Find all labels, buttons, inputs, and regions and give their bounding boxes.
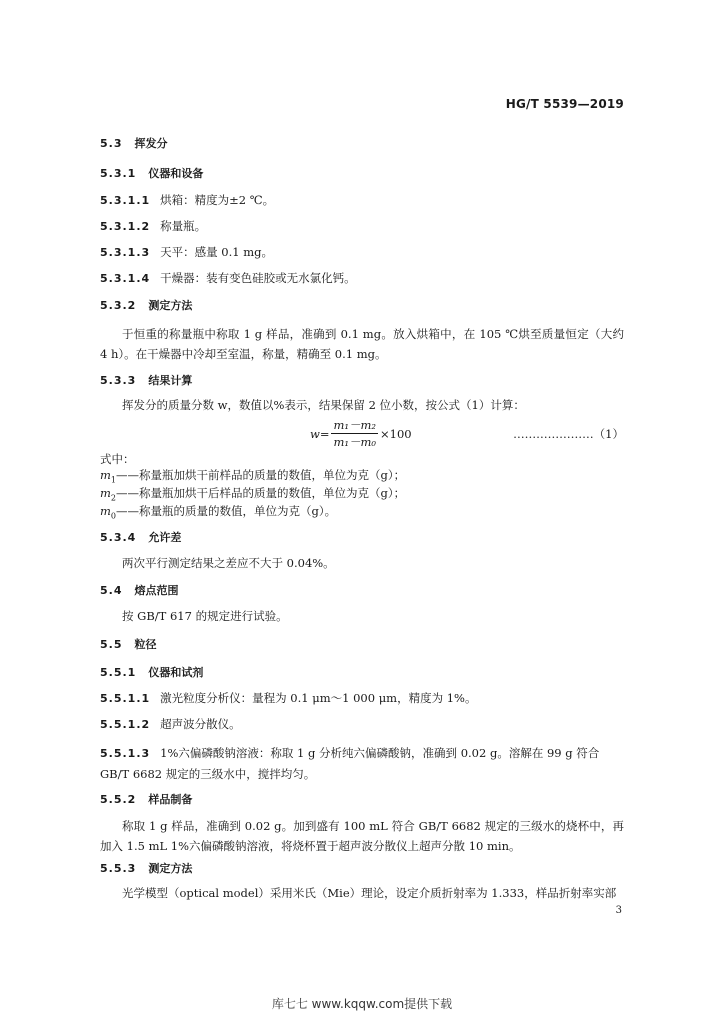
heading-title: 测定方法 xyxy=(148,862,193,875)
def-subscript: 2 xyxy=(110,493,116,503)
clause-5-3-1-4 xyxy=(100,271,624,286)
heading-number: 5.5 xyxy=(100,638,123,651)
heading-number: 5.3.2 xyxy=(100,299,137,312)
def-text: ——称量瓶的质量的数值，单位为克（g）。 xyxy=(116,504,337,518)
heading-number: 5.3.3 xyxy=(100,374,137,387)
paragraph-5-4: 按 GB/T 617 的规定进行试验。 xyxy=(122,609,288,623)
heading-5-4 xyxy=(100,583,624,598)
paragraph-5-3-2: 于恒重的称量瓶中称取 1 g 样品，准确到 0.1 mg。放入烘箱中，在 105 ℃烘至质量恒定（大约 4 h）。在干燥器中冷却至室温，称量，精确至 0.1 mg。 xyxy=(100,327,624,361)
heading-number: 5.3 xyxy=(100,137,123,150)
where-def-m1 xyxy=(100,468,624,487)
heading-title: 粒径 xyxy=(134,638,157,651)
paragraph-5-5-2: 称取 1 g 样品，准确到 0.02 g。加到盛有 100 mL 符合 GB/T 6682 规定的三级水的烧杯中，再加入 1.5 mL 1%六偏磷酸钠溶液，将烧杯置于超声波分散仪上超声分散 10 min。 xyxy=(100,819,624,853)
def-text: ——称量瓶加烘干后样品的质量的数值，单位为克（g）； xyxy=(116,486,406,500)
clause-number: 5.3.1.4 xyxy=(100,272,151,285)
where-def-m0 xyxy=(100,504,624,523)
formula-tail: ×100 xyxy=(380,426,412,441)
clause-text: 称量瓶。 xyxy=(160,219,207,233)
def-subscript: 1 xyxy=(110,475,116,485)
heading-5-5 xyxy=(100,637,624,652)
heading-5-3-4 xyxy=(100,530,624,545)
heading-number: 5.4 xyxy=(100,584,123,597)
clause-number: 5.5.1.2 xyxy=(100,718,151,731)
heading-number: 5.5.3 xyxy=(100,862,137,875)
clause-5-3-1-3 xyxy=(100,245,624,260)
paragraph-5-3-4: 两次平行测定结果之差应不大于 0.04%。 xyxy=(122,556,335,570)
clause-5-3-1-2 xyxy=(100,219,624,234)
heading-5-5-2 xyxy=(100,792,624,807)
clause-text: 干燥器：装有变色硅胶或无水氯化钙。 xyxy=(160,271,356,285)
clause-text: 烘箱：精度为±2 ℃。 xyxy=(160,193,275,207)
clause-text: 激光粒度分析仪：量程为 0.1 μm～1 000 μm，精度为 1%。 xyxy=(160,691,477,705)
clause-number: 5.3.1.3 xyxy=(100,246,151,259)
heading-number: 5.3.1 xyxy=(100,167,137,180)
heading-title: 样品制备 xyxy=(148,793,193,806)
clause-text: 1%六偏磷酸钠溶液：称取 1 g 分析纯六偏磷酸钠，准确到 0.02 g。溶解在 99 g 符合 GB/T 6682 规定的三级水中，搅拌均匀。 xyxy=(100,746,600,781)
clause-text: 超声波分散仪。 xyxy=(160,717,241,731)
clause-text: 天平：感量 0.1 mg。 xyxy=(160,245,274,259)
clause-number: 5.5.1.3 xyxy=(100,747,151,760)
clause-5-5-1-3 xyxy=(100,743,624,784)
formula-1 xyxy=(310,418,412,449)
heading-5-3-2 xyxy=(100,298,624,313)
footer-watermark: 库七七 www.kqqw.com提供下载 xyxy=(271,997,453,1011)
heading-5-3 xyxy=(100,136,624,151)
where-intro: 式中： xyxy=(100,452,135,466)
formula-fraction xyxy=(331,418,378,449)
clause-number: 5.3.1.2 xyxy=(100,220,151,233)
page-number: 3 xyxy=(615,905,622,916)
def-symbol: m xyxy=(100,486,111,500)
heading-number: 5.3.4 xyxy=(100,531,137,544)
formula-number: …………………（1） xyxy=(513,427,624,441)
paragraph-5-3-3: 挥发分的质量分数 w，数值以%表示，结果保留 2 位小数，按公式（1）计算： xyxy=(122,398,525,412)
heading-title: 结果计算 xyxy=(148,374,193,387)
standard-code: HG/T 5539—2019 xyxy=(505,97,624,111)
formula-denominator: m₁－m₀ xyxy=(333,435,377,449)
def-symbol: m xyxy=(100,504,111,518)
clause-5-3-1-1 xyxy=(100,193,624,208)
heading-title: 仪器和设备 xyxy=(148,167,204,180)
clause-number: 5.3.1.1 xyxy=(100,194,151,207)
formula-numerator: m₁－m₂ xyxy=(333,418,377,432)
formula-lhs: w= xyxy=(310,426,330,441)
heading-title: 允许差 xyxy=(148,531,182,544)
heading-5-5-1 xyxy=(100,665,624,680)
heading-title: 挥发分 xyxy=(134,137,168,150)
heading-title: 仪器和试剂 xyxy=(148,666,204,679)
heading-title: 测定方法 xyxy=(148,299,193,312)
clause-5-5-1-1 xyxy=(100,691,624,706)
def-text: ——称量瓶加烘干前样品的质量的数值，单位为克（g）； xyxy=(116,468,406,482)
clause-number: 5.5.1.1 xyxy=(100,692,151,705)
def-symbol: m xyxy=(100,468,111,482)
heading-5-5-3 xyxy=(100,861,624,876)
heading-5-3-1 xyxy=(100,166,624,181)
heading-number: 5.5.2 xyxy=(100,793,137,806)
heading-number: 5.5.1 xyxy=(100,666,137,679)
where-def-m2 xyxy=(100,486,624,505)
heading-title: 熔点范围 xyxy=(134,584,179,597)
paragraph-5-5-3: 光学模型（optical model）采用米氏（Mie）理论，设定介质折射率为 1.333，样品折射率实部 xyxy=(122,886,617,900)
def-subscript: 0 xyxy=(110,511,116,521)
heading-5-3-3 xyxy=(100,373,624,388)
clause-5-5-1-2 xyxy=(100,717,624,732)
